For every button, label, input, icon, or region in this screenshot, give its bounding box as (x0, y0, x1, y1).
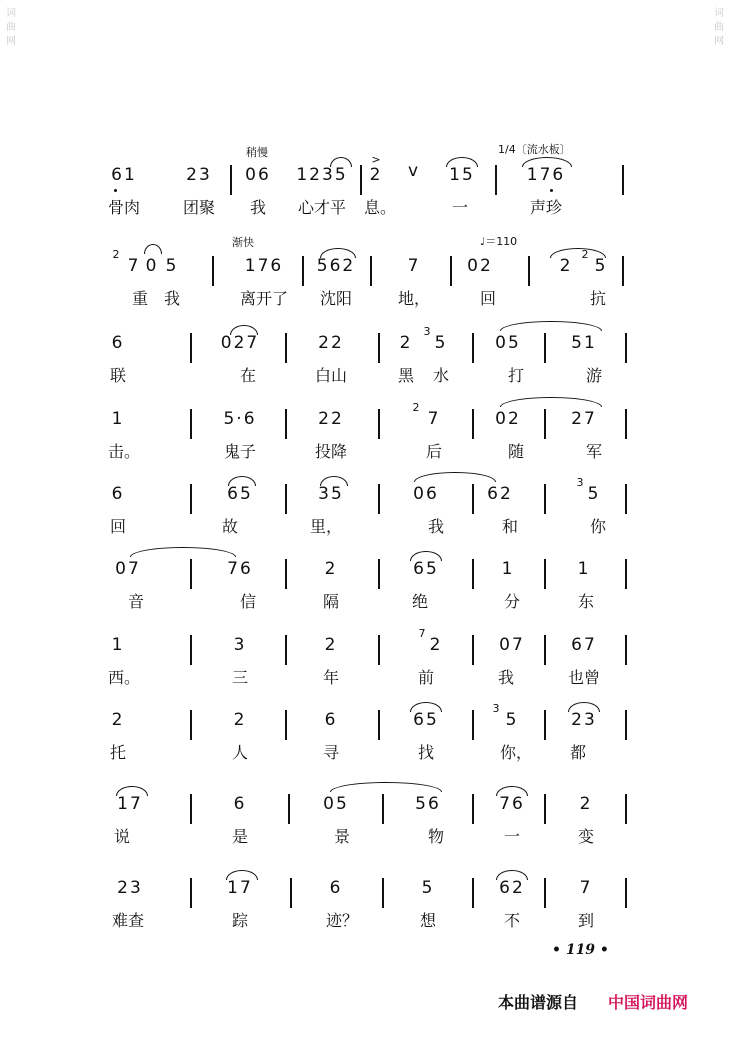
barline (285, 333, 287, 363)
barline (625, 635, 627, 665)
lyric: 骨肉 (107, 198, 141, 217)
lyric: 你 (589, 517, 607, 536)
jianpu-notes: 176 (526, 165, 566, 185)
jianpu-notes: 05 (323, 794, 349, 814)
grace-note: 3 (492, 702, 500, 715)
barline (472, 484, 474, 514)
jianpu-notes: 2 (429, 635, 443, 655)
lyric: 里， (309, 517, 343, 536)
lyric: 都 (569, 743, 587, 762)
page-number: • 119 • (552, 942, 609, 958)
lyric: 也曾 (567, 668, 601, 687)
jianpu-notes: 65 (413, 559, 439, 579)
watermark-char: 曲 (6, 22, 16, 33)
watermark-left (4, 0, 18, 1040)
lyric: 心才平 (297, 198, 347, 217)
jianpu-notes: 5 (594, 256, 608, 276)
lyric: 物 (427, 827, 445, 846)
lyric: 军 (585, 442, 603, 461)
barline (382, 878, 384, 908)
lyric: 水 (432, 366, 450, 385)
barline (382, 794, 384, 824)
barline (622, 165, 624, 195)
lyric: 我 (163, 289, 181, 308)
lyric: 寻 (322, 743, 340, 762)
jianpu-notes: 23 (117, 878, 143, 898)
jianpu-notes: 2 (559, 256, 573, 276)
lyric: 一 (451, 198, 469, 217)
jianpu-notes: 22 (318, 409, 344, 429)
barline (378, 559, 380, 589)
slur (500, 397, 602, 407)
lyric: 和 (501, 517, 519, 536)
lyric: 击。 (107, 442, 141, 461)
barline (544, 635, 546, 665)
barline (378, 409, 380, 439)
barline (190, 559, 192, 589)
jianpu-notes: 17 (227, 878, 253, 898)
jianpu-notes: 07 (499, 635, 525, 655)
slur (230, 325, 258, 335)
lyric: 你， (499, 743, 533, 762)
slur (130, 547, 236, 557)
jianpu-notes: 2 (369, 165, 383, 185)
lyric: 抗 (589, 289, 607, 308)
grace-note: 7 (418, 627, 426, 640)
lyric: 音 (127, 592, 145, 611)
jianpu-notes: 2 (324, 635, 338, 655)
lyric: 隔 (322, 592, 340, 611)
lyric: 我 (249, 198, 267, 217)
jianpu-notes: 7 (579, 878, 593, 898)
lyric: 是 (231, 827, 249, 846)
jianpu-notes: 76 (499, 794, 525, 814)
barline (285, 409, 287, 439)
barline (472, 333, 474, 363)
barline (544, 409, 546, 439)
barline (472, 635, 474, 665)
jianpu-notes: 6 (111, 484, 125, 504)
slur (330, 157, 352, 167)
barline (544, 710, 546, 740)
slur (414, 472, 496, 482)
barline (625, 484, 627, 514)
slur (496, 786, 528, 796)
lyric: 西。 (107, 668, 141, 687)
jianpu-notes: 6 (111, 333, 125, 353)
barline (285, 484, 287, 514)
jianpu-notes: 1 (111, 635, 125, 655)
metronome-marking: ♩＝110 (480, 235, 518, 248)
barline (544, 878, 546, 908)
lyric: 找 (417, 743, 435, 762)
lyric: 东 (577, 592, 595, 611)
lyric: 分 (503, 592, 521, 611)
grace-note: 2 (112, 248, 120, 261)
jianpu-notes: 67 (571, 635, 597, 655)
accent-mark: > (371, 153, 381, 166)
watermark-char: 网 (6, 36, 16, 47)
jianpu-notes: 07 (115, 559, 141, 579)
grace-note: 3 (423, 325, 431, 338)
lyric: 回 (109, 517, 127, 536)
barline (370, 256, 372, 286)
barline (190, 878, 192, 908)
jianpu-notes: 23 (571, 710, 597, 730)
slur (320, 248, 356, 258)
jianpu-notes: 06 (245, 165, 271, 185)
barline (285, 635, 287, 665)
jianpu-notes: 2 (233, 710, 247, 730)
jianpu-notes: 7 (427, 409, 441, 429)
barline (190, 484, 192, 514)
jianpu-notes: 6 (233, 794, 247, 814)
grace-note: 2 (412, 401, 420, 414)
lyric: 难查 (111, 911, 145, 930)
jianpu-notes: 5 (434, 333, 448, 353)
lyric: 一 (503, 827, 521, 846)
fermata (144, 244, 162, 254)
slur (320, 476, 348, 486)
lyric: 沈阳 (319, 289, 353, 308)
slur (330, 782, 442, 792)
jianpu-notes: 2 (324, 559, 338, 579)
barline (544, 559, 546, 589)
jianpu-notes: 51 (571, 333, 597, 353)
slur (550, 248, 606, 258)
lyric: 前 (417, 668, 435, 687)
jianpu-notes: 65 (413, 710, 439, 730)
watermark-right (712, 0, 726, 1040)
tempo-marking: 渐快 (232, 236, 254, 249)
barline (625, 710, 627, 740)
jianpu-notes: 2 (579, 794, 593, 814)
barline (302, 256, 304, 286)
barline (190, 635, 192, 665)
lyric: 年 (322, 668, 340, 687)
meter-marking: 1/4〔流水板〕 (498, 143, 571, 156)
slur (410, 551, 442, 561)
barline (378, 710, 380, 740)
tempo-marking: 稍慢 (246, 146, 268, 159)
slur (522, 157, 572, 167)
barline (544, 333, 546, 363)
grace-note: 2 (581, 248, 589, 261)
lyric: 随 (507, 442, 525, 461)
jianpu-notes: 05 (495, 333, 521, 353)
jianpu-notes: 5 (165, 256, 179, 276)
slur (228, 476, 256, 486)
barline (625, 409, 627, 439)
jianpu-notes: 3 (233, 635, 247, 655)
lyric: 想 (419, 911, 437, 930)
jianpu-notes: 17 (117, 794, 143, 814)
lyric: 声珍 (529, 198, 563, 217)
lyric: 黑 (397, 366, 415, 385)
breath-mark: v (407, 161, 421, 181)
jianpu-notes: 1 (501, 559, 515, 579)
jianpu-notes: 56 (415, 794, 441, 814)
barline (190, 409, 192, 439)
barline (625, 794, 627, 824)
slur (446, 157, 478, 167)
lyric: 绝 (411, 592, 429, 611)
slur (410, 702, 442, 712)
jianpu-notes: 1 (577, 559, 591, 579)
watermark-char: 词 (714, 8, 724, 19)
barline (472, 559, 474, 589)
jianpu-notes: 62 (499, 878, 525, 898)
lyric: 人 (231, 743, 249, 762)
jianpu-notes: 5 (505, 710, 519, 730)
lyric: 踪 (231, 911, 249, 930)
lyric: 鬼子 (223, 442, 257, 461)
footer-brand-link[interactable]: 中国词曲网 (608, 993, 689, 1012)
lyric: 迹？ (325, 911, 359, 930)
lyric: 景 (333, 827, 351, 846)
lyric: 息。 (363, 198, 397, 217)
lyric: 故 (221, 517, 239, 536)
slur (500, 321, 602, 331)
lyric: 变 (577, 827, 595, 846)
lyric: 打 (507, 366, 525, 385)
jianpu-notes: 27 (571, 409, 597, 429)
lyric: 游 (585, 366, 603, 385)
jianpu-notes: 6 (329, 878, 343, 898)
jianpu-notes: 76 (227, 559, 253, 579)
lyric: 白山 (314, 366, 348, 385)
barline (378, 333, 380, 363)
octave-dot (550, 189, 553, 192)
jianpu-notes: 61 (111, 165, 137, 185)
octave-dot (114, 189, 117, 192)
barline (450, 256, 452, 286)
slur (226, 870, 258, 880)
barline (528, 256, 530, 286)
barline (378, 635, 380, 665)
barline (190, 794, 192, 824)
barline (190, 710, 192, 740)
barline (360, 165, 362, 195)
lyric: 不 (503, 911, 521, 930)
lyric: 在 (239, 366, 257, 385)
barline (622, 256, 624, 286)
lyric: 信 (239, 592, 257, 611)
jianpu-notes: 562 (316, 256, 356, 276)
barline (190, 333, 192, 363)
barline (544, 484, 546, 514)
slur (116, 786, 148, 796)
barline (472, 794, 474, 824)
watermark-char: 词 (6, 8, 16, 19)
lyric: 到 (577, 911, 595, 930)
barline (288, 794, 290, 824)
jianpu-notes: 5·6 (223, 409, 257, 429)
barline (625, 878, 627, 908)
barline (472, 409, 474, 439)
jianpu-notes: 02 (467, 256, 493, 276)
jianpu-notes: 5 (587, 484, 601, 504)
slur (496, 870, 528, 880)
lyric: 后 (425, 442, 443, 461)
lyric: 联 (109, 366, 127, 385)
lyric: 投降 (314, 442, 348, 461)
lyric: 说 (113, 827, 131, 846)
lyric: 团聚 (182, 198, 216, 217)
jianpu-notes: 1235 (296, 165, 348, 185)
jianpu-notes: 6 (324, 710, 338, 730)
barline (544, 794, 546, 824)
barline (290, 878, 292, 908)
barline (625, 559, 627, 589)
lyric: 地， (397, 289, 431, 308)
barline (625, 333, 627, 363)
lyric: 三 (231, 668, 249, 687)
lyric: 我 (497, 668, 515, 687)
jianpu-notes: 23 (186, 165, 212, 185)
slur (568, 702, 600, 712)
footer-source-label: 本曲谱源自 (498, 993, 579, 1012)
jianpu-notes: 5 (421, 878, 435, 898)
jianpu-notes: 7 (407, 256, 421, 276)
jianpu-notes: 65 (227, 484, 253, 504)
grace-note: 3 (576, 476, 584, 489)
jianpu-notes: 02 (495, 409, 521, 429)
jianpu-notes: 2 (111, 710, 125, 730)
barline (212, 256, 214, 286)
jianpu-notes: 06 (413, 484, 439, 504)
lyric: 我 (427, 517, 445, 536)
jianpu-notes: 027 (220, 333, 260, 353)
barline (230, 165, 232, 195)
lyric: 托 (109, 743, 127, 762)
lyric: 离开了 (239, 289, 289, 308)
jianpu-notes: 35 (318, 484, 344, 504)
jianpu-notes: 1 (111, 409, 125, 429)
jianpu-notes: 15 (449, 165, 475, 185)
barline (495, 165, 497, 195)
barline (285, 559, 287, 589)
watermark-char: 网 (714, 36, 724, 47)
watermark-char: 曲 (714, 22, 724, 33)
jianpu-notes: 62 (487, 484, 513, 504)
lyric: 重 (131, 289, 149, 308)
barline (285, 710, 287, 740)
barline (472, 710, 474, 740)
jianpu-notes: 2 (399, 333, 413, 353)
jianpu-notes: 0 (145, 256, 159, 276)
jianpu-notes: 22 (318, 333, 344, 353)
barline (472, 878, 474, 908)
lyric: 回 (479, 289, 497, 308)
barline (378, 484, 380, 514)
jianpu-notes: 176 (244, 256, 284, 276)
jianpu-notes: 7 (127, 256, 141, 276)
